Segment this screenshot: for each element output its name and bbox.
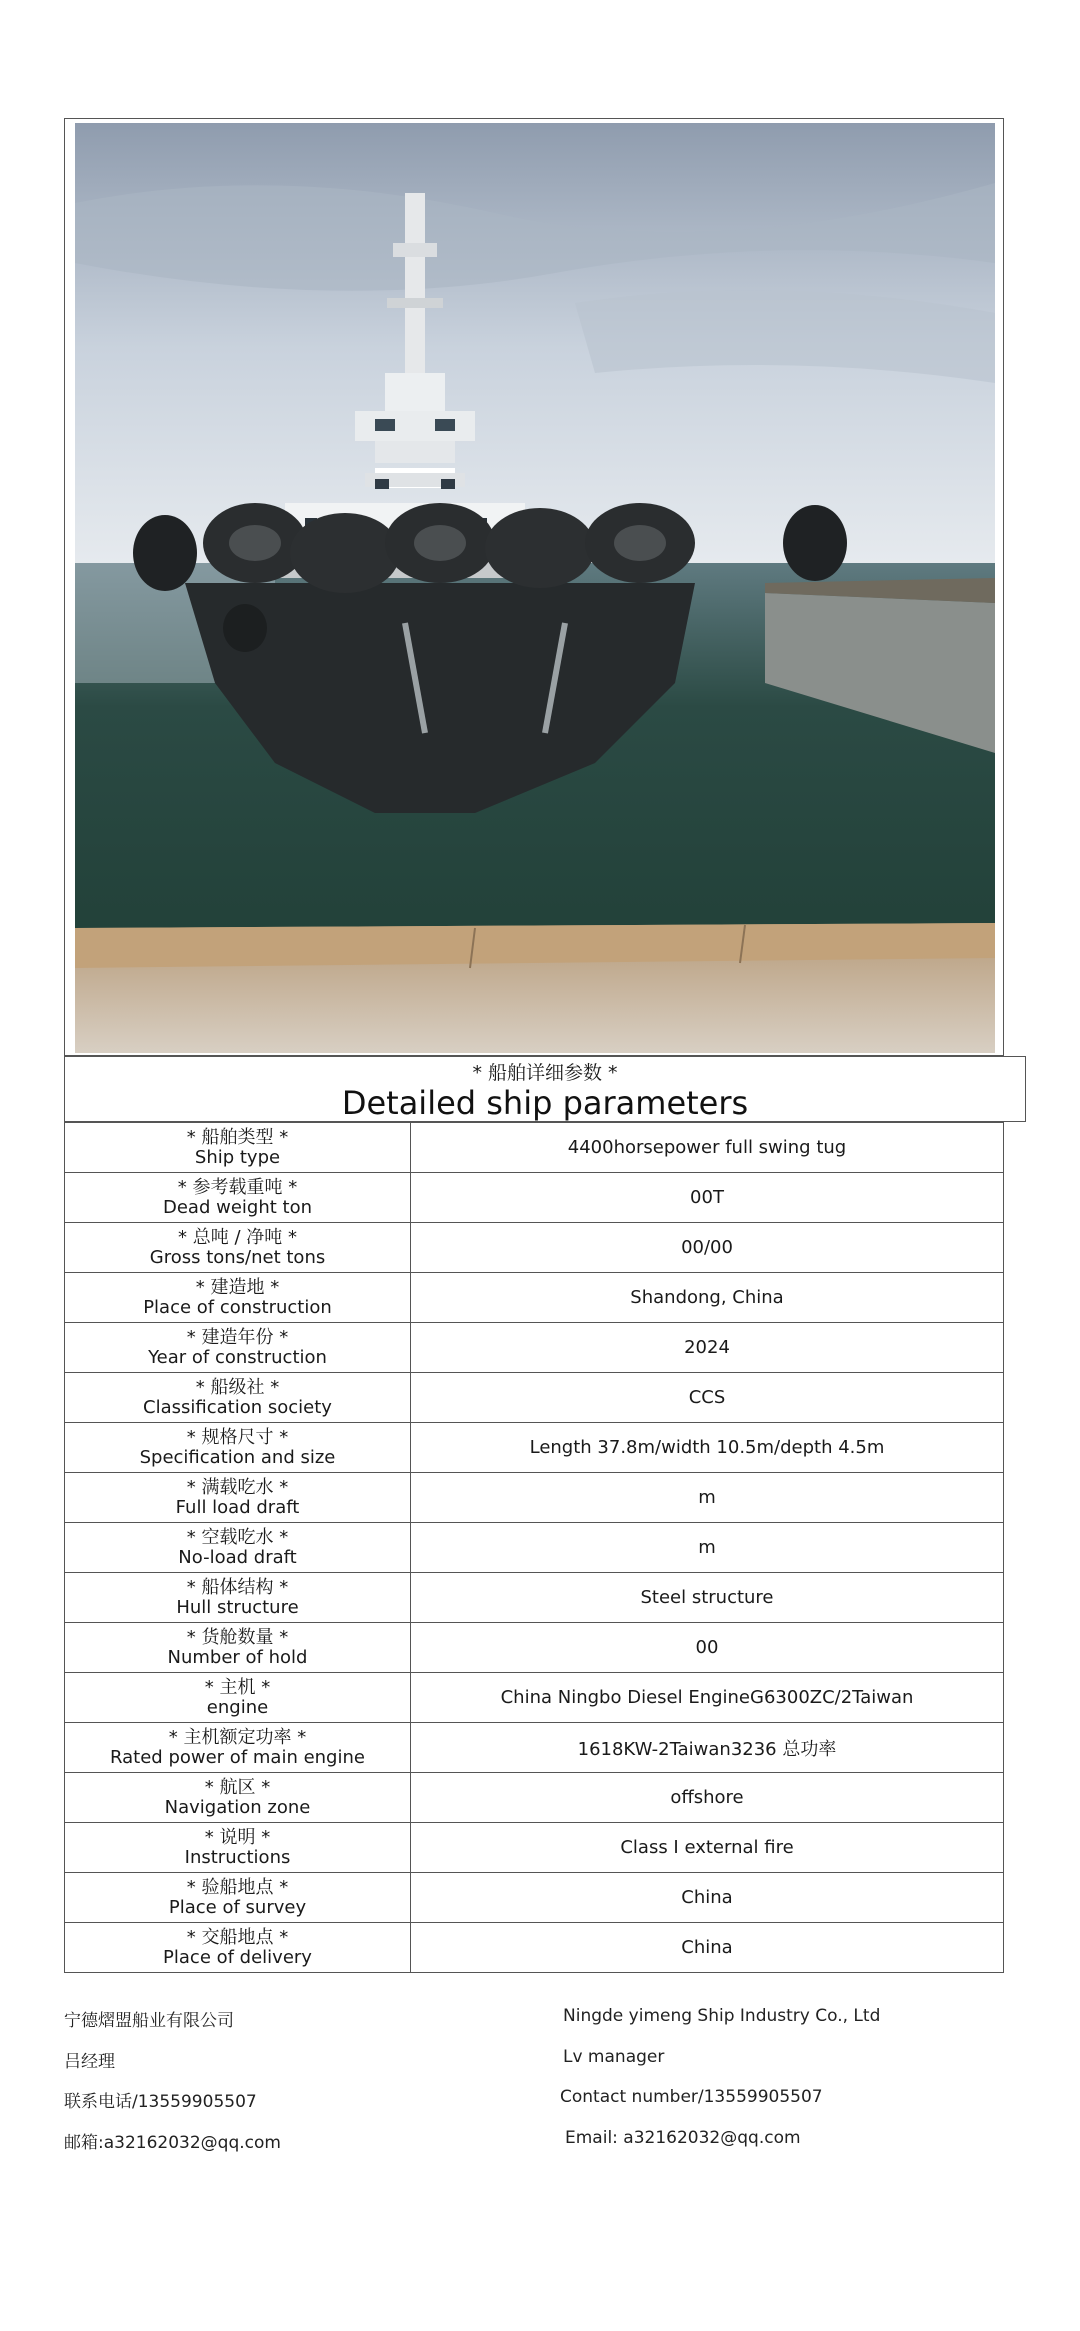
- param-label-en: Instructions: [184, 1846, 291, 1868]
- table-row: [65, 1123, 1004, 1173]
- param-label-en: Place of delivery: [163, 1946, 312, 1968]
- email-en: Email: a32162032@qq.com: [565, 2128, 801, 2148]
- param-label-zh: * 建造地 *: [195, 1276, 280, 1298]
- param-value: Shandong, China: [411, 1273, 1004, 1323]
- param-label-zh: * 主机 *: [204, 1676, 271, 1698]
- table-row: [65, 1773, 1004, 1823]
- param-label-zh: * 货舱数量 *: [186, 1626, 289, 1648]
- param-label: [65, 1873, 411, 1923]
- manager-zh: 吕经理: [64, 2052, 115, 2072]
- tugboat-photo: [75, 123, 995, 1053]
- param-value: China Ningbo Diesel EngineG6300ZC/2Taiwan: [411, 1673, 1004, 1723]
- table-row: [65, 1173, 1004, 1223]
- param-label: [65, 1123, 411, 1173]
- param-label: [65, 1373, 411, 1423]
- param-label-zh: * 验船地点 *: [186, 1876, 289, 1898]
- param-label-en: Navigation zone: [164, 1796, 311, 1818]
- param-label-en: Gross tons/net tons: [149, 1246, 326, 1268]
- param-label-en: Full load draft: [175, 1496, 300, 1518]
- param-label-en: Specification and size: [139, 1446, 336, 1468]
- param-label: [65, 1423, 411, 1473]
- parameters-table: [64, 1122, 1004, 1973]
- param-label: [65, 1223, 411, 1273]
- param-value: Steel structure: [411, 1573, 1004, 1623]
- param-label-zh: * 船级社 *: [195, 1376, 280, 1398]
- tugboat-photo-icon: [75, 123, 995, 1053]
- param-label: [65, 1673, 411, 1723]
- phone-zh: 联系电话/13559905507: [64, 2092, 257, 2112]
- param-value: 2024: [411, 1323, 1004, 1373]
- param-label-zh: * 参考载重吨 *: [177, 1176, 298, 1198]
- table-row: [65, 1573, 1004, 1623]
- param-label: [65, 1723, 411, 1773]
- photo-frame: [64, 118, 1004, 1056]
- table-row: [65, 1323, 1004, 1373]
- company-en: Ningde yimeng Ship Industry Co., Ltd: [563, 2006, 881, 2026]
- param-label-zh: * 船舶类型 *: [186, 1126, 289, 1148]
- param-value: 00: [411, 1623, 1004, 1673]
- param-label-en: Hull structure: [176, 1596, 299, 1618]
- table-row: [65, 1923, 1004, 1973]
- param-label: [65, 1523, 411, 1573]
- param-value: China: [411, 1923, 1004, 1973]
- param-label-zh: * 建造年份 *: [186, 1326, 289, 1348]
- param-value: 00/00: [411, 1223, 1004, 1273]
- table-row: [65, 1623, 1004, 1673]
- param-label: [65, 1473, 411, 1523]
- table-row: [65, 1823, 1004, 1873]
- param-label: [65, 1823, 411, 1873]
- param-value: China: [411, 1873, 1004, 1923]
- param-label: [65, 1173, 411, 1223]
- param-value: m: [411, 1473, 1004, 1523]
- param-value: m: [411, 1523, 1004, 1573]
- param-label: [65, 1323, 411, 1373]
- param-label-zh: * 规格尺寸 *: [186, 1426, 289, 1448]
- param-label-zh: * 说明 *: [204, 1826, 271, 1848]
- table-row: [65, 1423, 1004, 1473]
- param-label-en: Ship type: [194, 1146, 281, 1168]
- param-value: offshore: [411, 1773, 1004, 1823]
- manager-en: Lv manager: [563, 2047, 665, 2067]
- param-label: [65, 1573, 411, 1623]
- email-zh: 邮箱:a32162032@qq.com: [64, 2133, 281, 2153]
- title-zh: * 船舶详细参数 *: [472, 1062, 618, 1084]
- table-row: [65, 1473, 1004, 1523]
- param-label-zh: * 航区 *: [204, 1776, 271, 1798]
- param-label-zh: * 空载吃水 *: [186, 1526, 289, 1548]
- param-label-zh: * 总吨 / 净吨 *: [178, 1226, 297, 1248]
- param-label-en: engine: [206, 1696, 269, 1718]
- company-zh: 宁德熠盟船业有限公司: [64, 2011, 234, 2031]
- param-value: 4400horsepower full swing tug: [411, 1123, 1004, 1173]
- table-row: [65, 1223, 1004, 1273]
- param-value: 1618KW-2Taiwan3236 总功率: [411, 1723, 1004, 1773]
- param-label-en: Rated power of main engine: [110, 1746, 365, 1768]
- param-label-en: Number of hold: [167, 1646, 308, 1668]
- param-label-zh: * 满载吃水 *: [186, 1476, 289, 1498]
- param-value: CCS: [411, 1373, 1004, 1423]
- table-row: [65, 1873, 1004, 1923]
- param-label-zh: * 主机额定功率 *: [168, 1726, 307, 1748]
- param-label-en: Classification society: [143, 1396, 332, 1418]
- parameters-title: [64, 1056, 1026, 1122]
- param-label: [65, 1923, 411, 1973]
- param-value: 00T: [411, 1173, 1004, 1223]
- param-label-en: Year of construction: [148, 1346, 327, 1368]
- param-value: Length 37.8m/width 10.5m/depth 4.5m: [411, 1423, 1004, 1473]
- param-label-en: Dead weight ton: [162, 1196, 312, 1218]
- param-label-en: Place of survey: [168, 1896, 307, 1918]
- table-row: [65, 1673, 1004, 1723]
- param-label-en: Place of construction: [143, 1296, 332, 1318]
- table-row: [65, 1723, 1004, 1773]
- phone-en: Contact number/13559905507: [560, 2087, 823, 2107]
- param-label: [65, 1623, 411, 1673]
- param-label-zh: * 船体结构 *: [186, 1576, 289, 1598]
- table-row: [65, 1273, 1004, 1323]
- table-row: [65, 1373, 1004, 1423]
- param-label-zh: * 交船地点 *: [186, 1926, 289, 1948]
- table-row: [65, 1523, 1004, 1573]
- param-label-en: No-load draft: [178, 1546, 297, 1568]
- param-label: [65, 1773, 411, 1823]
- param-value: Class I external fire: [411, 1823, 1004, 1873]
- title-en: Detailed ship parameters: [341, 1084, 749, 1122]
- param-label: [65, 1273, 411, 1323]
